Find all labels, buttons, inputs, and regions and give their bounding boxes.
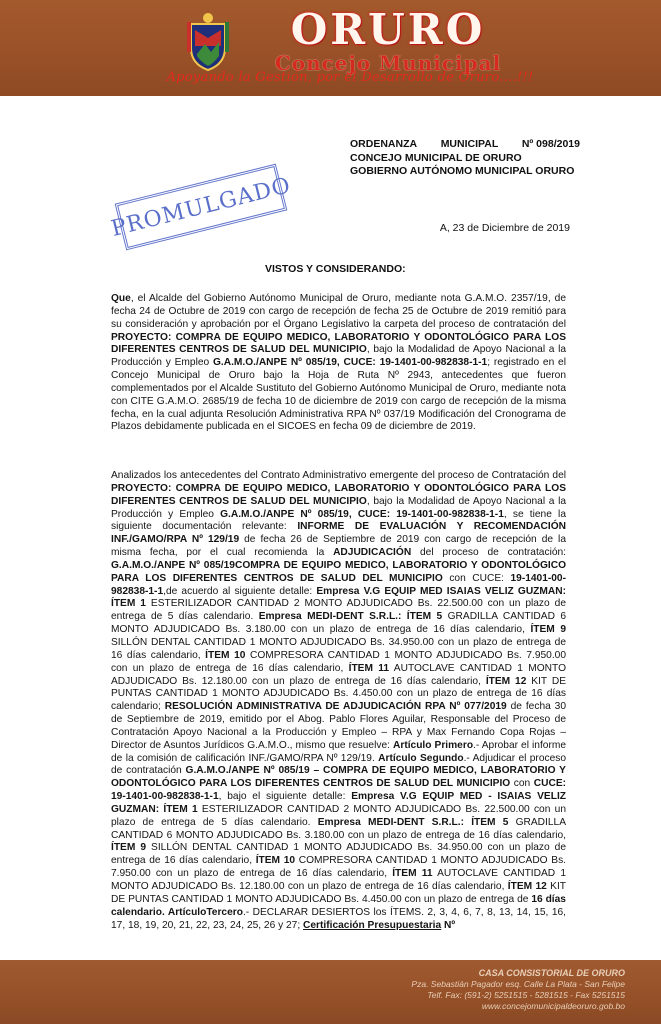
letterhead [0, 0, 661, 96]
heading-council-line: CONCEJO MUNICIPAL DE ORURO [350, 151, 522, 164]
bold-run: ÍTEM 11 [348, 662, 390, 674]
text-run: KIT DE PUNTAS CANTIDAD 1 MONTO ADJUDICADO Bs. 4.450.00 con un plazo de entrega de 16 días calendario; [111, 675, 567, 713]
bold-run: ÍTEM 10 [255, 855, 296, 867]
bold-run: Empresa V.G EQUIP MED ISAIAS VELIZ GUZMAN: ÍTEM 1 [111, 585, 566, 610]
bold-run: ADJUDICACIÓN [333, 547, 412, 559]
bold-run: G.A.M.O./ANPE Nº 085/19, CUCE: 19-1401-00-982838-1-1 [220, 508, 504, 520]
text-run: , se tiene la siguiente documentación relevante: [111, 508, 566, 533]
stamp-text: PROMULGADO [108, 172, 294, 242]
text-run: ; registrado en el Concejo Municipal de Oruro bajo la Hoja de Ruta Nº 2943, antecedentes que fueron complementados por el Alcalde Sustituto del Gobierno Autónomo Municipal de Oruro, mediante nota con CITE G.A.M.O. 2685/19 de fecha 10 de diciembre de 2019 con cargo de recepción de la misma fecha, en la cual adjunta Resolución Administrativa RPA Nº 037/19 Modificación del Cronograma de Plazos debidamente publicada en el SICOES en fecha 09 de diciembre de 2019. [111, 357, 566, 433]
text-run: , bajo el siguiente detalle: [218, 791, 352, 803]
bold-run: Artículo Primero [393, 739, 474, 751]
text-run: , el Alcalde del Gobierno Autónomo Municipal de Oruro, mediante nota G.A.M.O. 2357/19, de fecha 24 de Octubre de 2019 con cargo de recepción de fecha 25 de Octubre de 2019 remitió para su consideración y aprobación por el Órgano Legislativo la carpeta del proceso de contratación del [111, 293, 566, 330]
bold-run: Empresa MEDI-DENT S.R.L.: ÍTEM 5 [317, 816, 509, 828]
bold-run: PROYECTO: COMPRA DE EQUIPO MEDICO, LABORATORIO Y ODONTOLÓGICO PARA LOS DIFERENTES CENTROS DE SALUD DEL MUNICIPIO [111, 482, 566, 507]
ordinance-type: MUNICIPAL [440, 138, 499, 150]
bold-run: Nº [441, 919, 456, 931]
bold-run: Que [111, 293, 131, 304]
text-run: AUTOCLAVE CANTIDAD 1 MONTO ADJUDICADO Bs. 12.180.00 con un plazo de entrega de 16 días calendario, [111, 662, 566, 687]
letterhead-title: ORURO [290, 5, 486, 54]
text-run: Analizados los antecedentes del Contrato Administrativo emergente del proceso de Contratación del [111, 470, 566, 481]
text-run: de fecha 26 de Septiembre de 2019 con cargo de recepción de la misma fecha, por el cual recomienda la [111, 534, 566, 559]
bold-run: G.A.M.O./ANPE Nº 085/19COMPRA DE EQUIPO MEDICO, LABORATORIO Y ODONTOLÓGICO PARA LOS DIFERENTES CENTROS DE SALUD DEL MUNICIPIO [111, 559, 566, 584]
ordinance-heading [350, 138, 580, 179]
footer-web: www.concejomunicipaldeoruro.gob.bo [481, 1001, 625, 1011]
text-run: COMPRESORA CANTIDAD 1 MONTO ADJUDICADO Bs. 7.950.00 con un plazo de entrega de 16 días calendario, [111, 649, 567, 674]
text-run: , bajo la Modalidad de Apoyo Nacional a la Producción y Empleo [111, 495, 566, 520]
footer-address: Pza. Sebastián Pagador esq. Calle La Plata - San Felipe [411, 979, 625, 989]
text-run: .- Aprobar el informe de la comisión de calificación INF./GAMO/RPA Nº 129/19. [111, 739, 566, 764]
text-run: ESTERILIZADOR CANTIDAD 2 MONTO ADJUDICADO Bs. 22.500.00 con un plazo de entrega de 5 días calendario. [111, 803, 566, 828]
bold-run: G.A.M.O./ANPE Nº 085/19 – COMPRA DE EQUIPO MEDICO, LABORATORIO Y ODONTOLÓGICO PARA LOS DIFERENTES CENTROS DE SALUD DEL MUNICIPIO [111, 765, 566, 790]
text-run: de fecha 30 de Septiembre de 2019, emitido por el Abog. Pablo Flores Aguilar, Responsable del Proceso de Contratación Apoyo Nacional a la Producción y Empleo – RPA y Max Fernando Copa Rojas – Director de Asuntos Jurídicos G.A.M.O., mismo que resuelve: [111, 701, 566, 751]
ordinance-label: ORDENANZA [350, 138, 418, 150]
bold-run: ÍTEM 9 [530, 624, 566, 636]
bold-run: ÍTEM 12 [507, 881, 547, 892]
bold-run: PROYECTO: COMPRA DE EQUIPO MEDICO, LABORATORIO Y ODONTOLÓGICO PARA LOS DIFERENTES CENTROS DE SALUD DEL MUNICIPIO [111, 331, 566, 356]
text-run: KIT DE PUNTAS CANTIDAD 1 MONTO ADJUDICADO Bs. 4.450.00 con un plazo de entrega de [111, 881, 566, 905]
bold-run: Empresa V.G EQUIP MED - ISAIAS VELIZ GUZMAN: ÍTEM 1 [111, 791, 567, 815]
text-run: AUTOCLAVE CANTIDAD 1 MONTO ADJUDICADO Bs. 12.180.00 con un plazo de entrega de 16 días calendario, [111, 868, 566, 892]
body-paragraph-2 [111, 470, 566, 932]
footer-phones: Telf. Fax: (591-2) 5251515 - 5281515 - Fax 5251515 [427, 990, 625, 1000]
bold-run: ÍTEM 10 [205, 649, 246, 661]
text-run: con CUCE: [442, 572, 511, 584]
text-run: GRADILLA CANTIDAD 6 MONTO ADJUDICADO Bs. 3.180.00 con un plazo de entrega de 16 días calendario, [111, 816, 566, 841]
bold-run: G.A.M.O./ANPE Nº 085/19, CUCE: 19-1401-00-982838-1-1 [212, 357, 488, 369]
bold-run: 19-1401-00-982838-1-1 [111, 572, 566, 597]
text-run: ,de acuerdo al siguiente detalle: [163, 585, 317, 597]
heading-government-line: GOBIERNO AUTÓNOMO MUNICIPAL ORURO [350, 165, 575, 177]
bold-run: ÍTEM 11 [392, 868, 433, 880]
coat-of-arms-icon [183, 10, 233, 72]
document-date: A, 23 de Diciembre de 2019 [439, 222, 570, 234]
body-paragraph-1 [111, 293, 566, 434]
bold-underline-run: Certificación Presupuestaria [303, 919, 442, 931]
text-run: SILLÓN DENTAL CANTIDAD 1 MONTO ADJUDICADO Bs. 34.950.00 con un plazo de entrega de 16 días calendario, [111, 636, 566, 661]
footer-contact [411, 968, 625, 1012]
text-run: con [510, 778, 534, 790]
text-run: , bajo la Modalidad de Apoyo Nacional a la Producción y Empleo [111, 344, 566, 369]
bold-run: ÍTEM 9 [111, 842, 147, 854]
bold-run: Artículo Segundo [378, 752, 464, 764]
ordinance-number-line [350, 138, 580, 152]
bold-run: INFORME DE EVALUACIÓN Y RECOMENDACIÓN INF./GAMO/RPA Nº 129/19 [111, 521, 566, 546]
bold-run: 16 días calendario. ArtículoTercero [111, 893, 566, 918]
ordinance-number: Nº 098/2019 [521, 138, 580, 150]
footer-title: CASA CONSISTORIAL DE ORURO [478, 968, 625, 978]
text-run: .- DECLARAR DESIERTOS los ÍTEMS. 2, 3, 4, 6, 7, 8, 13, 14, 15, 16, 17, 18, 19, 20, 21, 22, 23, 24, 25, 26 y 27; [111, 906, 566, 931]
letterhead-brand [238, 5, 538, 75]
text-run: ESTERILIZADOR CANTIDAD 2 MONTO ADJUDICADO Bs. 22.500.00 con un plazo de entrega de 5 días calendario. [111, 598, 566, 623]
text-run: .- Adjudicar el proceso de contratación [111, 752, 566, 777]
bold-run: Empresa MEDI-DENT S.R.L.: ÍTEM 5 [258, 611, 443, 623]
bold-run: ÍTEM 12 [485, 675, 527, 687]
footer-band [0, 960, 661, 1024]
text-run: GRADILLA CANTIDAD 6 MONTO ADJUDICADO Bs. 3.180.00 con un plazo de entrega de 16 días calendario, [111, 611, 567, 636]
text-run: COMPRESORA CANTIDAD 1 MONTO ADJUDICADO Bs. 7.950.00 con un plazo de entrega de 16 días calendario, [111, 855, 567, 880]
letterhead-subtitle: Concejo Municipal [274, 51, 502, 75]
text-run: del proceso de contratación: [411, 547, 566, 559]
bold-run: CUCE: 19-1401-00-982838-1-1 [111, 778, 567, 803]
bold-run: RESOLUCIÓN ADMINISTRATIVA DE ADJUDICACIÓN RPA Nº 077/2019 [164, 701, 507, 713]
text-run: SILLÓN DENTAL CANTIDAD 1 MONTO ADJUDICADO Bs. 34.950.00 con un plazo de entrega de 16 días calendario, [111, 842, 566, 867]
section-title: VISTOS Y CONSIDERANDO: [265, 263, 406, 275]
promulgado-stamp [108, 164, 294, 251]
letterhead-slogan: Apoyando la Gestión, por el Desarrollo de Oruro....!!! [166, 70, 534, 85]
